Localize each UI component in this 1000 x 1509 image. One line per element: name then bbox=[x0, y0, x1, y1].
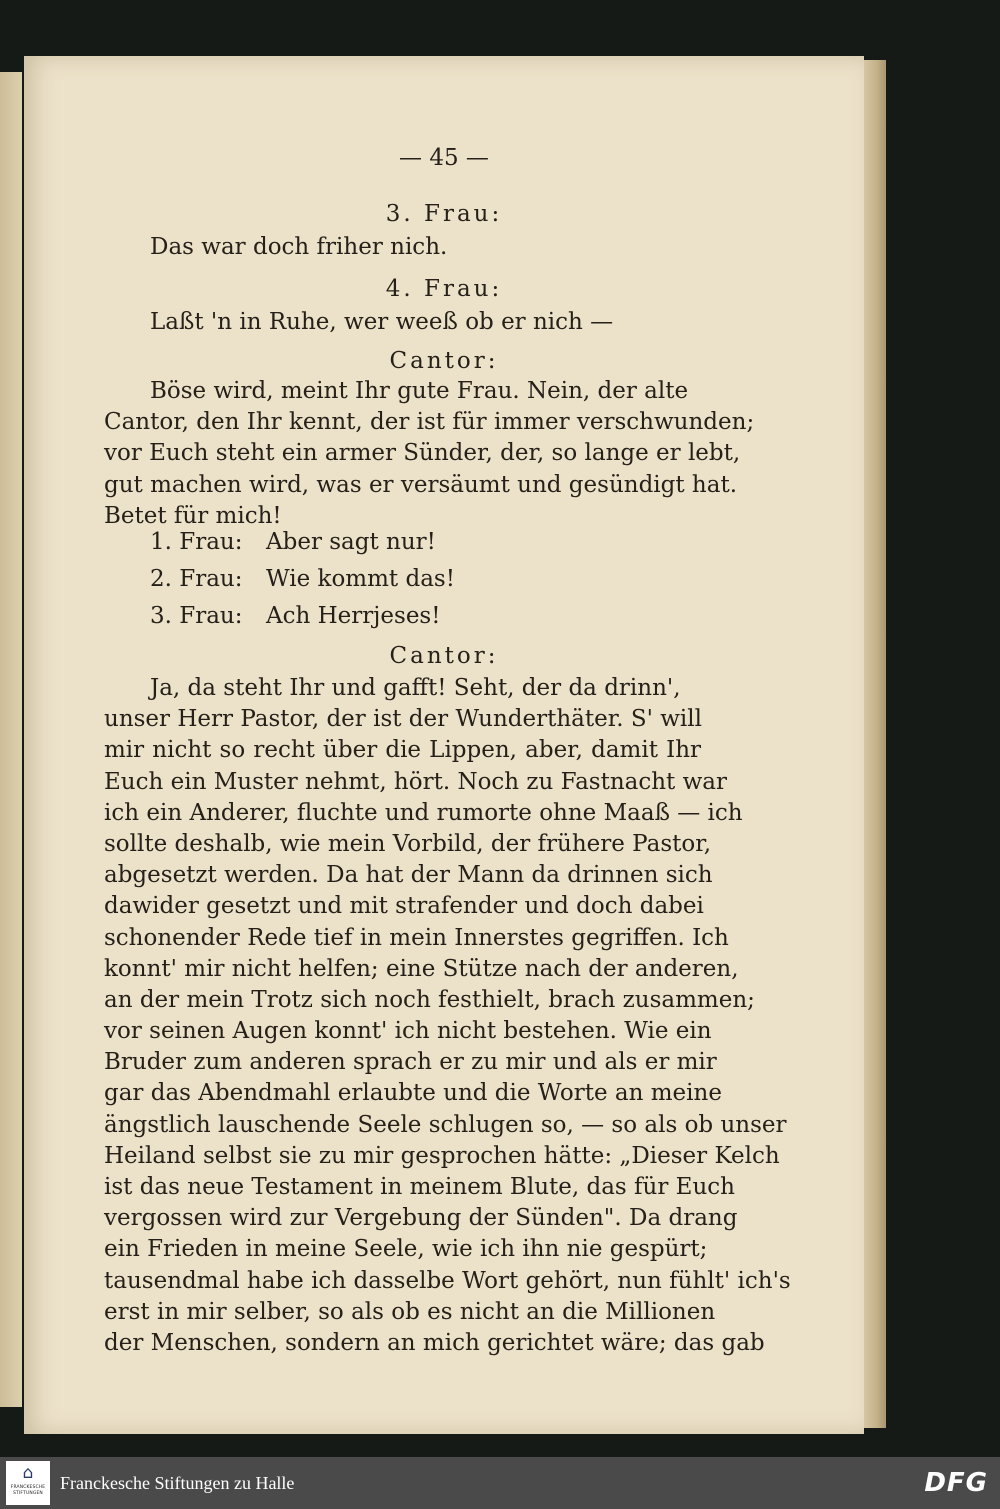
cantor-speech-2 bbox=[104, 673, 791, 1359]
text-line: erst in mir selber, so als ob es nicht an die Millionen bbox=[104, 1298, 716, 1325]
text-line: Cantor, den Ihr kennt, der ist für immer verschwunden; bbox=[104, 409, 755, 436]
viewer-footer bbox=[0, 1457, 1000, 1509]
speaker-heading: Cantor: bbox=[389, 643, 499, 669]
exchange-row bbox=[150, 600, 440, 633]
text-line: sollte deshalb, wie mein Vorbild, der frühere Pastor, bbox=[104, 830, 712, 857]
logo-line-2: STIFTUNGEN bbox=[13, 1491, 43, 1496]
exchange-text: Wie kommt das! bbox=[266, 566, 455, 592]
speaker-heading: Cantor: bbox=[389, 348, 499, 374]
exchange-row bbox=[150, 526, 436, 559]
facing-page-edge bbox=[0, 72, 22, 1407]
institution-name[interactable]: Franckesche Stiftungen zu Halle bbox=[60, 1473, 295, 1493]
dialogue-line: Laßt 'n in Ruhe, wer weeß ob er nich — bbox=[150, 309, 614, 335]
text-line: an der mein Trotz sich noch festhielt, brach zusammen; bbox=[104, 986, 755, 1013]
exchange-row bbox=[150, 563, 455, 596]
text-line: Böse wird, meint Ihr gute Frau. Nein, der alte bbox=[150, 378, 689, 404]
dfg-logo[interactable]: DFG bbox=[924, 1468, 988, 1498]
text-line: tausendmal habe ich dasselbe Wort gehört, nun fühlt' ich's bbox=[104, 1267, 791, 1294]
dialogue-line: Das war doch friher nich. bbox=[150, 234, 448, 260]
cantor-speech-1 bbox=[104, 376, 755, 532]
exchange-text: Ach Herrjeses! bbox=[266, 603, 441, 629]
page-block-edge bbox=[862, 60, 886, 1428]
text-line: konnt' mir nicht helfen; eine Stütze nach der anderen, bbox=[104, 955, 739, 982]
text-line: Ja, da steht Ihr und gafft! Seht, der da drinn', bbox=[150, 675, 681, 701]
text-line: gut machen wird, was er versäumt und gesündigt hat. bbox=[104, 471, 738, 498]
page-number: — 45 — bbox=[399, 145, 489, 171]
exchange-speaker: 3. Frau: bbox=[150, 603, 243, 629]
text-line: abgesetzt werden. Da hat der Mann da drinnen sich bbox=[104, 862, 713, 889]
logo-line-1: FRANCKESCHE bbox=[10, 1485, 46, 1490]
text-line: ängstlich lauschende Seele schlugen so, — so als ob unser bbox=[104, 1111, 787, 1138]
text-line: unser Herr Pastor, der ist der Wunderthäter. S' will bbox=[104, 706, 702, 733]
text-line: vor seinen Augen konnt' ich nicht bestehen. Wie ein bbox=[104, 1018, 712, 1045]
text-line: mir nicht so recht über die Lippen, aber, damit Ihr bbox=[104, 737, 701, 764]
book-page bbox=[24, 56, 864, 1434]
speaker-heading: 3. Frau: bbox=[385, 201, 503, 227]
exchange-speaker: 1. Frau: bbox=[150, 529, 243, 555]
text-line: ein Frieden in meine Seele, wie ich ihn nie gespürt; bbox=[104, 1236, 708, 1263]
speaker-heading: 4. Frau: bbox=[385, 276, 503, 302]
text-line: vergossen wird zur Vergebung der Sünden". Da drang bbox=[104, 1205, 738, 1232]
text-line: Euch ein Muster nehmt, hört. Noch zu Fastnacht war bbox=[104, 768, 727, 795]
text-line: ich ein Anderer, fluchte und rumorte ohne Maaß — ich bbox=[104, 799, 743, 826]
text-line: der Menschen, sondern an mich gerichtet wäre; das gab bbox=[104, 1329, 765, 1356]
text-line: schonender Rede tief in mein Innerstes gegriffen. Ich bbox=[104, 924, 729, 951]
exchange-text: Aber sagt nur! bbox=[266, 529, 436, 555]
text-line: Betet für mich! bbox=[104, 502, 282, 529]
exchange-speaker: 2. Frau: bbox=[150, 566, 243, 592]
text-line: vor Euch steht ein armer Sünder, der, so lange er lebt, bbox=[104, 440, 741, 467]
foundation-building-icon: ⌂ bbox=[22, 1463, 34, 1483]
text-line: ist das neue Testament in meinem Blute, das für Euch bbox=[104, 1174, 735, 1200]
text-line: gar das Abendmahl erlaubte und die Worte an meine bbox=[104, 1080, 722, 1107]
text-line: Bruder zum anderen sprach er zu mir und als er mir bbox=[104, 1049, 717, 1076]
institution-logo[interactable] bbox=[6, 1461, 50, 1505]
text-line: Heiland selbst sie zu mir gesprochen hätte: „Dieser Kelch bbox=[104, 1142, 780, 1169]
text-line: dawider gesetzt und mit strafender und doch dabei bbox=[104, 893, 704, 920]
